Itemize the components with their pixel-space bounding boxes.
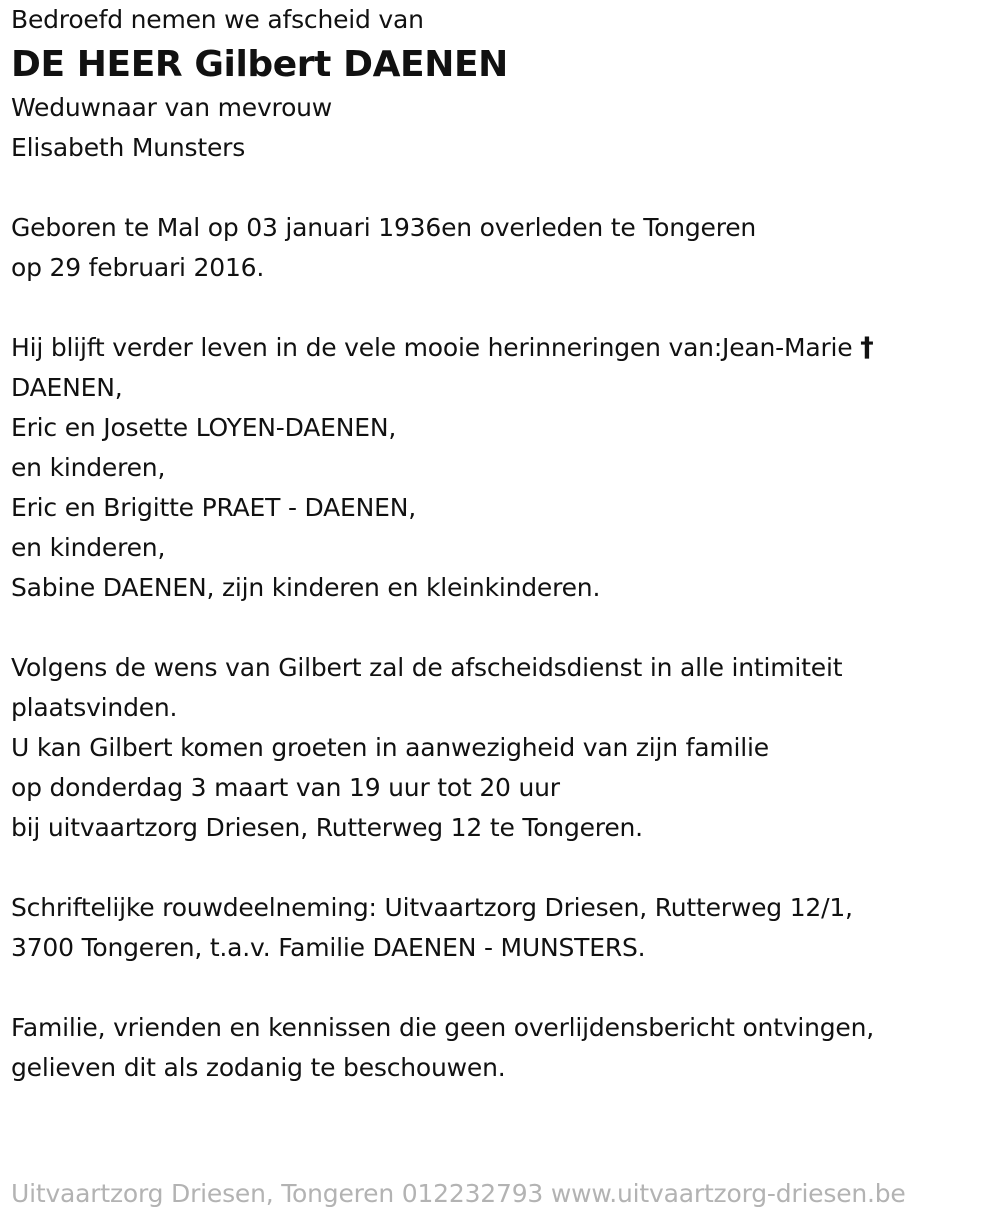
intro-text: Bedroefd nemen we afscheid van xyxy=(11,5,424,34)
birth-death-line-2: op 29 februari 2016. xyxy=(11,253,265,282)
cross-icon: † xyxy=(860,332,874,363)
service-line: bij uitvaartzorg Driesen, Rutterweg 12 te Tongeren. xyxy=(11,813,643,842)
survivors-intro-text: Hij blijft verder leven in de vele mooie herinneringen van:Jean-Marie xyxy=(11,333,861,362)
closing-line: gelieven dit als zodanig te beschouwen. xyxy=(11,1053,506,1082)
service-line: U kan Gilbert komen groeten in aanwezigheid van zijn familie xyxy=(11,733,769,762)
funeral-home-footer: Uitvaartzorg Driesen, Tongeren 012232793 www.uitvaartzorg-driesen.be xyxy=(11,1179,906,1208)
survivor-line: Eric en Josette LOYEN-DAENEN, xyxy=(11,413,397,442)
spacer xyxy=(11,608,991,648)
closing-line: Familie, vrienden en kennissen die geen overlijdensbericht ontvingen, xyxy=(11,1013,875,1042)
survivor-line: en kinderen, xyxy=(11,453,166,482)
service-line: op donderdag 3 maart van 19 uur tot 20 uur xyxy=(11,773,560,802)
survivor-line: Sabine DAENEN, zijn kinderen en kleinkinderen. xyxy=(11,573,601,602)
spacer xyxy=(11,848,991,888)
survivor-line: en kinderen, xyxy=(11,533,166,562)
condolences-line: 3700 Tongeren, t.a.v. Familie DAENEN - MUNSTERS. xyxy=(11,933,646,962)
survivor-line: Eric en Brigitte PRAET - DAENEN, xyxy=(11,493,416,522)
spacer xyxy=(11,168,991,208)
obituary-notice xyxy=(11,0,991,1088)
condolences-line: Schriftelijke rouwdeelneming: Uitvaartzorg Driesen, Rutterweg 12/1, xyxy=(11,893,853,922)
spouse-line-2: Elisabeth Munsters xyxy=(11,133,246,162)
birth-death-line-1: Geboren te Mal op 03 januari 1936en overleden te Tongeren xyxy=(11,213,757,242)
spacer xyxy=(11,288,991,328)
survivors-intro xyxy=(11,328,991,368)
deceased-name: DE HEER Gilbert DAENEN xyxy=(11,44,508,85)
service-line: Volgens de wens van Gilbert zal de afscheidsdienst in alle intimiteit xyxy=(11,653,843,682)
survivor-line: DAENEN, xyxy=(11,373,123,402)
spacer xyxy=(11,968,991,1008)
service-line: plaatsvinden. xyxy=(11,693,178,722)
spouse-line-1: Weduwnaar van mevrouw xyxy=(11,93,333,122)
